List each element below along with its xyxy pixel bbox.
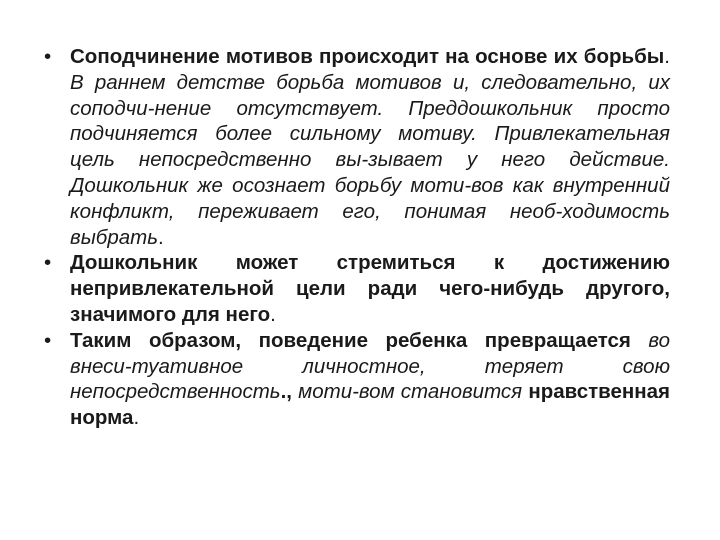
bullet-item-3 — [44, 328, 670, 431]
bullet-3-italic-text: во внеси-туативное личностное, теряет свою непосредственность — [70, 328, 670, 404]
bullet-3-bold-text-2: нравственная норма — [70, 380, 671, 430]
bullet-3-final-suffix: . — [133, 406, 140, 430]
bullet-1-bold-suffix: . — [664, 45, 670, 68]
bullet-icon: • — [44, 328, 52, 352]
bullet-1-italic-suffix: . — [157, 225, 164, 249]
bullet-1-italic-text: В раннем детстве борьба мотивов и, следовательно, их соподчи-нение отсутствует. Преддошкольник просто подчиняется более сильному мотиву. Привлекательная цель непосредственно вы-зывает у него действие. Дошкольник же осознает борьбу моти-вов как внутренний конфликт, переживает его, понимая необ-ходимость выбрать — [70, 70, 670, 249]
bullet-item-2 — [44, 250, 670, 327]
bullet-2-suffix: . — [270, 302, 276, 326]
bullet-item-1 — [44, 44, 670, 250]
bullet-2-bold-text: Дошкольник может стремиться к достижению непривлекательной цели ради чего-нибудь другого, значимого для него — [70, 251, 670, 326]
bullet-icon: • — [44, 45, 52, 68]
bullet-3-italic-text-2: моти-вом становится — [298, 380, 529, 404]
bullet-list — [44, 44, 670, 431]
bullet-icon: • — [44, 251, 52, 275]
bullet-3-bold-suffix: ., — [280, 380, 299, 404]
bullet-1-bold-text: Соподчинение мотивов происходит на основе их борьбы — [70, 45, 665, 68]
bullet-3-bold-text: Таким образом, поведение ребенка превращается — [70, 328, 649, 352]
